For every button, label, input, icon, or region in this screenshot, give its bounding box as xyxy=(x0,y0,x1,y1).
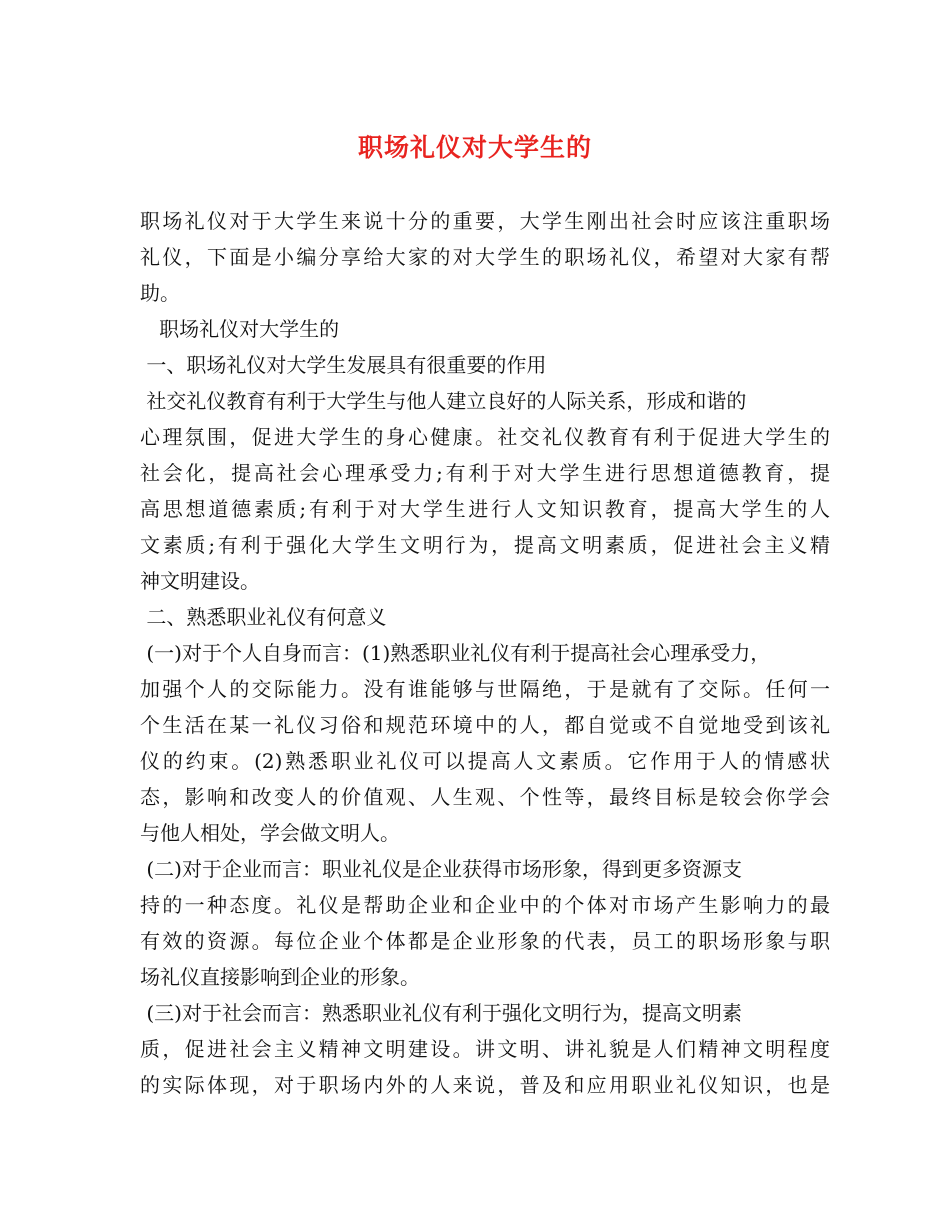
body-line: (二)对于企业而言：职业礼仪是企业获得市场形象，得到更多资源支 xyxy=(140,857,742,881)
body-line: 个生活在某一礼仪习俗和规范环境中的人，都自觉或不自觉地受到该礼 xyxy=(140,713,830,737)
body-line: 加强个人的交际能力。没有谁能够与世隔绝，于是就有了交际。任何一 xyxy=(140,677,830,701)
document-body xyxy=(140,203,830,1103)
body-line: 的实际体现，对于职场内外的人来说，普及和应用职业礼仪知识，也是 xyxy=(140,1073,830,1097)
body-line: 职场礼仪对大学生的 xyxy=(140,317,340,341)
body-line: 心理氛围，促进大学生的身心健康。社交礼仪教育有利于促进大学生的 xyxy=(140,425,830,449)
body-line: 二、熟悉职业礼仪有何意义 xyxy=(140,605,387,629)
body-line: 场礼仪直接影响到企业的形象。 xyxy=(140,965,420,989)
body-line: (一)对于个人自身而言：(1)熟悉职业礼仪有利于提高社会心理承受力， xyxy=(140,641,771,665)
body-line: 与他人相处，学会做文明人。 xyxy=(140,821,400,845)
body-line: 职场礼仪对于大学生来说十分的重要，大学生刚出社会时应该注重职场 xyxy=(140,209,830,233)
body-line: 社交礼仪教育有利于大学生与他人建立良好的人际关系，形成和谐的 xyxy=(140,389,747,413)
body-line: 社会化，提高社会心理承受力;有利于对大学生进行思想道德教育，提 xyxy=(140,461,830,485)
body-line: 神文明建设。 xyxy=(140,569,260,593)
document-title: 职场礼仪对大学生的 xyxy=(357,133,592,162)
body-line: 助。 xyxy=(140,281,180,305)
body-line: (三)对于社会而言：熟悉职业礼仪有利于强化文明行为，提高文明素 xyxy=(140,1001,742,1025)
body-line: 有效的资源。每位企业个体都是企业形象的代表，员工的职场形象与职 xyxy=(140,929,830,953)
body-line: 一、职场礼仪对大学生发展具有很重要的作用 xyxy=(140,353,547,377)
body-line: 礼仪，下面是小编分享给大家的对大学生的职场礼仪，希望对大家有帮 xyxy=(140,245,830,269)
body-line: 文素质;有利于强化大学生文明行为，提高文明素质，促进社会主义精 xyxy=(140,533,830,557)
body-line: 高思想道德素质;有利于对大学生进行人文知识教育，提高大学生的人 xyxy=(140,497,830,521)
body-line: 持的一种态度。礼仪是帮助企业和企业中的个体对市场产生影响力的最 xyxy=(140,893,830,917)
body-line: 质，促进社会主义精神文明建设。讲文明、讲礼貌是人们精神文明程度 xyxy=(140,1037,830,1061)
body-line: 仪的约束。(2)熟悉职业礼仪可以提高人文素质。它作用于人的情感状 xyxy=(140,749,830,773)
body-line: 态，影响和改变人的价值观、人生观、个性等，最终目标是较会你学会 xyxy=(140,785,830,809)
